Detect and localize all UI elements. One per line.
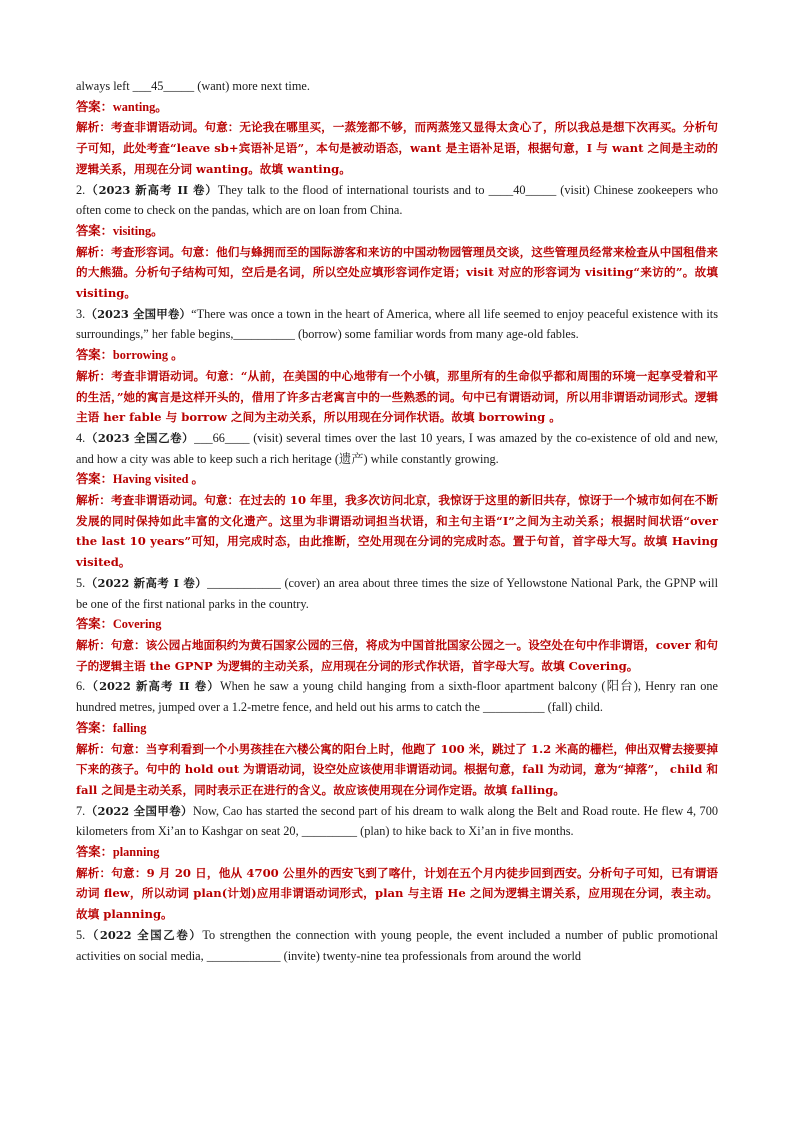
answer-value: Covering [112, 617, 162, 632]
question-body: “There was once a town in the heart of America, where all life seemed to enjoy peaceful existence with its surroundings,” her fable begins,__________ (borrow) some familiar words from many age-old fables. [76, 306, 719, 342]
answer-value: planning [112, 845, 160, 860]
analysis-text: 解析：考查形容词。句意：他们与蜂拥而至的国际游客和来访的中国动物园管理员交谈，这些管理员经常来检查从中国租借来的大熊猫。分析句子结构可知，空后是名词，所以空处应填形容词作定语；visit 对应的形容词为 visiting“来访的”。故填 visiting。 [76, 244, 718, 301]
answer-value: Having visited 。 [112, 472, 204, 487]
question-body: Now, Cao has started the second part of his dream to walk along the Belt and Road route. He flew 4, 700 kilometers from Xi’an to Kashgar on seat 20, _________ (plan) to hike back to Xi’an in five months. [76, 803, 718, 839]
answer-label: 答案： [76, 223, 113, 238]
answer-value: borrowing 。 [112, 348, 184, 363]
answer-line [76, 97, 718, 118]
question-text [76, 304, 718, 345]
answer-line [76, 842, 718, 863]
answer-line [76, 614, 718, 635]
question-number: 5. [76, 927, 86, 942]
answer-line [76, 469, 718, 490]
analysis-text: 解析：考查非谓语动词。句意：无论我在哪里买，一蒸笼都不够，而两蒸笼又显得太贪心了，所以我总是想下次再买。分析句子可知，此处考查“leave sb+宾语补足语”，本句是被动语态，want 是主语补足语，根据句意，I 与 want 之间是主动的逻辑关系，用现在分词 wanting。故填 wanting。 [76, 120, 718, 176]
question-number: 4. [76, 430, 86, 445]
question-source: （2022 全国乙卷） [85, 927, 203, 942]
question-text [76, 573, 718, 614]
analysis-text: 解析：句意：当亨利看到一个小男孩挂在六楼公寓的阳台上时，他跑了 100 米，跳过了 1.2 米高的栅栏，伸出双臂去接要掉下来的孩子。句中的 hold out 为谓语动词，设空处应该使用非谓语动词。根据句意，fall 为动词，意为“掉落”， child 和 fall 之间是主动关系，同时表示正在进行的含义。故应该使用现在分词作定语。故填 falling。 [76, 741, 718, 797]
question-source: （2022 新高考 I 卷） [85, 575, 208, 590]
analysis-text: 解析：考查非谓语动词。句意：“从前，在美国的中心地带有一个小镇，那里所有的生命似乎都和周围的环境一起享受着和平的生活，”她的寓言是这样开头的，借用了许多古老寓言中的一些熟悉的词。句中已有谓语动词，所以用非谓语动词形式。逻辑主语 her fable 与 borrow 之间为主动关系，所以用现在分词作状语。故填 borrowing 。 [76, 368, 718, 425]
answer-label: 答案： [76, 720, 113, 735]
question-body: When he saw a young child hanging from a sixth-floor apartment balcony (阳台), Henry ran one hundred metres, jumped over a 1.2-metre fence, and held out his arms to catch the __________ (fall) child. [76, 679, 718, 715]
question-source: （2022 全国甲卷） [85, 803, 193, 818]
question-text [76, 801, 718, 842]
answer-value: wanting。 [112, 99, 168, 114]
question-source: （2022 新高考 II 卷） [85, 679, 221, 694]
question-text [76, 676, 718, 717]
answer-label: 答案： [76, 348, 113, 363]
question-text [76, 180, 718, 221]
question-body: To strengthen the connection with young people, the event included a number of public promotional activities on social media, ____________ (invite) twenty-nine tea professionals from around the world [76, 927, 718, 963]
question-number: 3. [76, 306, 86, 321]
question-source: （2023 全国乙卷） [85, 430, 195, 445]
question-text [76, 925, 718, 966]
answer-line [76, 221, 718, 242]
answer-line [76, 718, 718, 739]
question-number: 2. [76, 182, 86, 197]
question-text: always left ___45_____ (want) more next time. [76, 79, 310, 93]
question-number: 5. [76, 575, 86, 590]
analysis-text: 解析：考查非谓语动词。句意：在过去的 10 年里，我多次访问北京，我惊讶于这里的新旧共存，惊讶于一个城市如何在不断发展的同时保持如此丰富的文化遗产。这里为非谓语动词担当状语，和主句主语“I”之间为主动关系；根据时间状语“over the last 10 years”可知，用完成时态，由此推断，空处用现在分词的完成时态。置于句首，首字母大写。故填 Having visited。 [76, 493, 718, 570]
document-body [76, 76, 718, 966]
answer-label: 答案： [76, 99, 113, 114]
question-body: ____________ (cover) an area about three times the size of Yellowstone National Park, the GPNP will be one of the first national parks in the country. [76, 575, 718, 611]
answer-line [76, 345, 718, 366]
question-body: ___66____ (visit) several times over the last 10 years, I was amazed by the co-existence of old and new, and how a city was able to keep such a rich heritage (遗产) while constantly growing. [76, 430, 719, 466]
question-number: 7. [76, 803, 86, 818]
answer-label: 答案： [76, 472, 113, 487]
analysis-text: 解析：句意：该公园占地面积约为黄石国家公园的三倍，将成为中国首批国家公园之一。设空处在句中作非谓语，cover 和句子的逻辑主语 the GPNP 为逻辑的主动关系，应用现在分词的形式作状语，首字母大写。故填 Covering。 [76, 637, 718, 673]
question-body: They talk to the flood of international tourists and to ____40_____ (visit) Chinese zookeepers who often come to check on the pandas, which are on loan from China. [76, 182, 718, 218]
answer-label: 答案： [76, 845, 113, 860]
question-text [76, 428, 718, 469]
question-number: 6. [76, 679, 86, 694]
answer-label: 答案： [76, 617, 113, 632]
question-source: （2023 新高考 II 卷） [85, 182, 218, 197]
answer-value: falling [112, 720, 147, 735]
question-source: （2023 全国甲卷） [85, 306, 192, 321]
answer-value: visiting。 [112, 223, 164, 238]
analysis-text: 解析：句意：9 月 20 日，他从 4700 公里外的西安飞到了喀什，计划在五个月内徒步回到西安。分析句子可知，已有谓语动词 flew，所以动词 plan(计划)应用非谓语动词形式，plan 与主语 He 之间为逻辑主谓关系，应用现在分词，表主动。故填 planning。 [76, 865, 718, 922]
